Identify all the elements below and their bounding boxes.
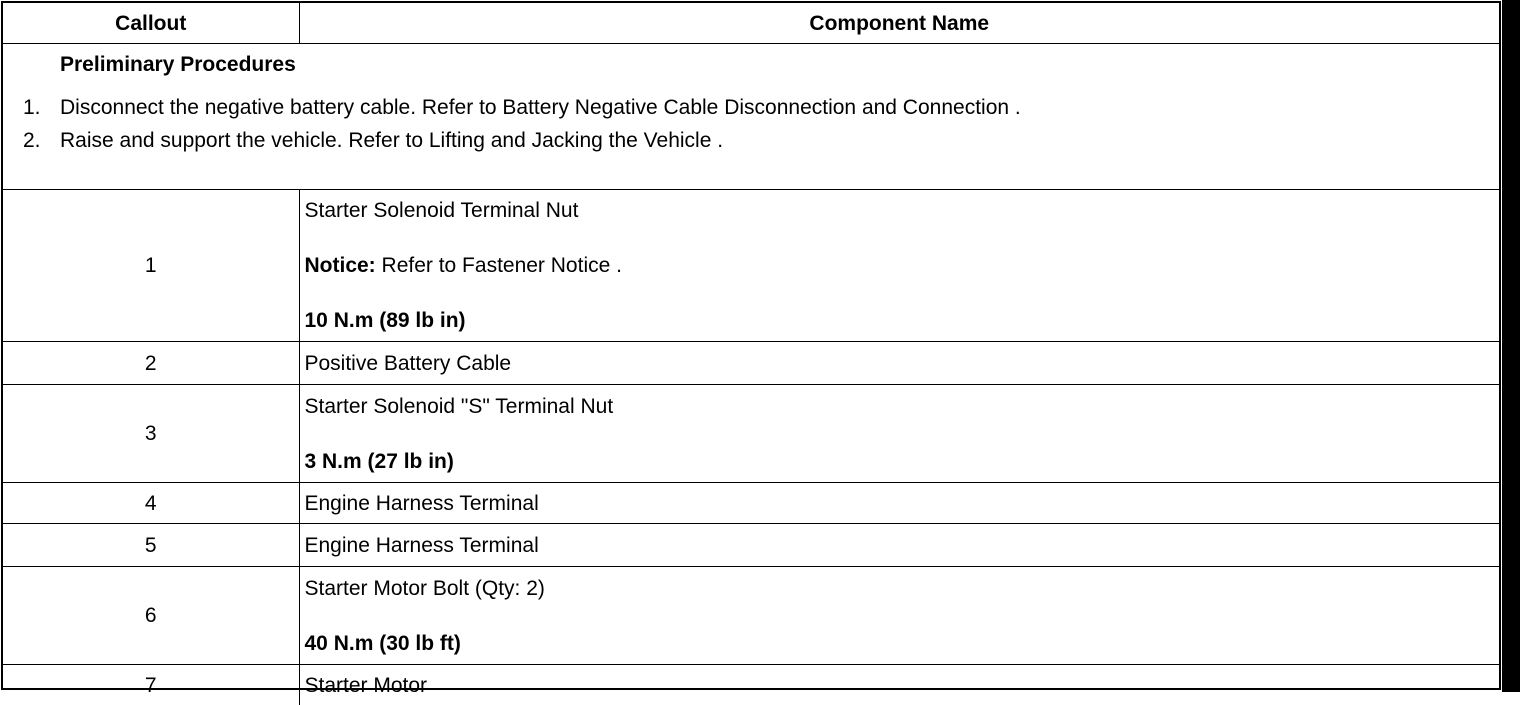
preliminary-procedures-cell [3, 44, 1499, 190]
callout-cell: 3 [3, 385, 299, 483]
table-row [3, 567, 1499, 665]
components-table [3, 3, 1499, 705]
callout-cell: 5 [3, 524, 299, 567]
component-name: Starter Motor [299, 665, 1499, 705]
table-row [3, 524, 1499, 567]
notice-line [305, 253, 1495, 278]
step-number: 2. [23, 124, 60, 157]
step-text: Disconnect the negative battery cable. Refer to Battery Negative Cable Disconnection and Connection . [60, 91, 1021, 124]
callout-header: Callout [3, 3, 299, 44]
callout-cell: 1 [3, 190, 299, 342]
preliminary-step [23, 124, 1494, 157]
torque-spec: 10 N.m (89 lb in) [305, 308, 1495, 333]
step-number: 1. [23, 91, 60, 124]
component-name: Starter Solenoid Terminal Nut [305, 198, 1495, 223]
component-name: Engine Harness Terminal [299, 483, 1499, 524]
preliminary-title: Preliminary Procedures [60, 52, 1494, 77]
table-row [3, 483, 1499, 524]
component-name: Engine Harness Terminal [299, 524, 1499, 567]
table-row [3, 342, 1499, 385]
step-text: Raise and support the vehicle. Refer to Lifting and Jacking the Vehicle . [60, 124, 723, 157]
callout-cell: 7 [3, 665, 299, 705]
component-cell [299, 385, 1499, 483]
component-name: Starter Solenoid "S" Terminal Nut [305, 394, 1495, 419]
callout-cell: 2 [3, 342, 299, 385]
components-table-frame [1, 1, 1501, 690]
preliminary-step [23, 91, 1494, 124]
component-name: Starter Motor Bolt (Qty: 2) [305, 576, 1495, 601]
callout-cell: 4 [3, 483, 299, 524]
component-name-header: Component Name [299, 3, 1499, 44]
callout-cell: 6 [3, 567, 299, 665]
table-header-row [3, 3, 1499, 44]
table-row [3, 385, 1499, 483]
preliminary-row [3, 44, 1499, 190]
component-name: Positive Battery Cable [299, 342, 1499, 385]
component-cell [299, 190, 1499, 342]
table-row [3, 190, 1499, 342]
notice-text: Refer to Fastener Notice . [376, 254, 622, 277]
torque-spec: 40 N.m (30 lb ft) [305, 631, 1495, 656]
torque-spec: 3 N.m (27 lb in) [305, 449, 1495, 474]
component-cell [299, 567, 1499, 665]
table-row [3, 665, 1499, 705]
right-edge-bar [1502, 0, 1520, 692]
notice-label: Notice: [305, 254, 376, 277]
